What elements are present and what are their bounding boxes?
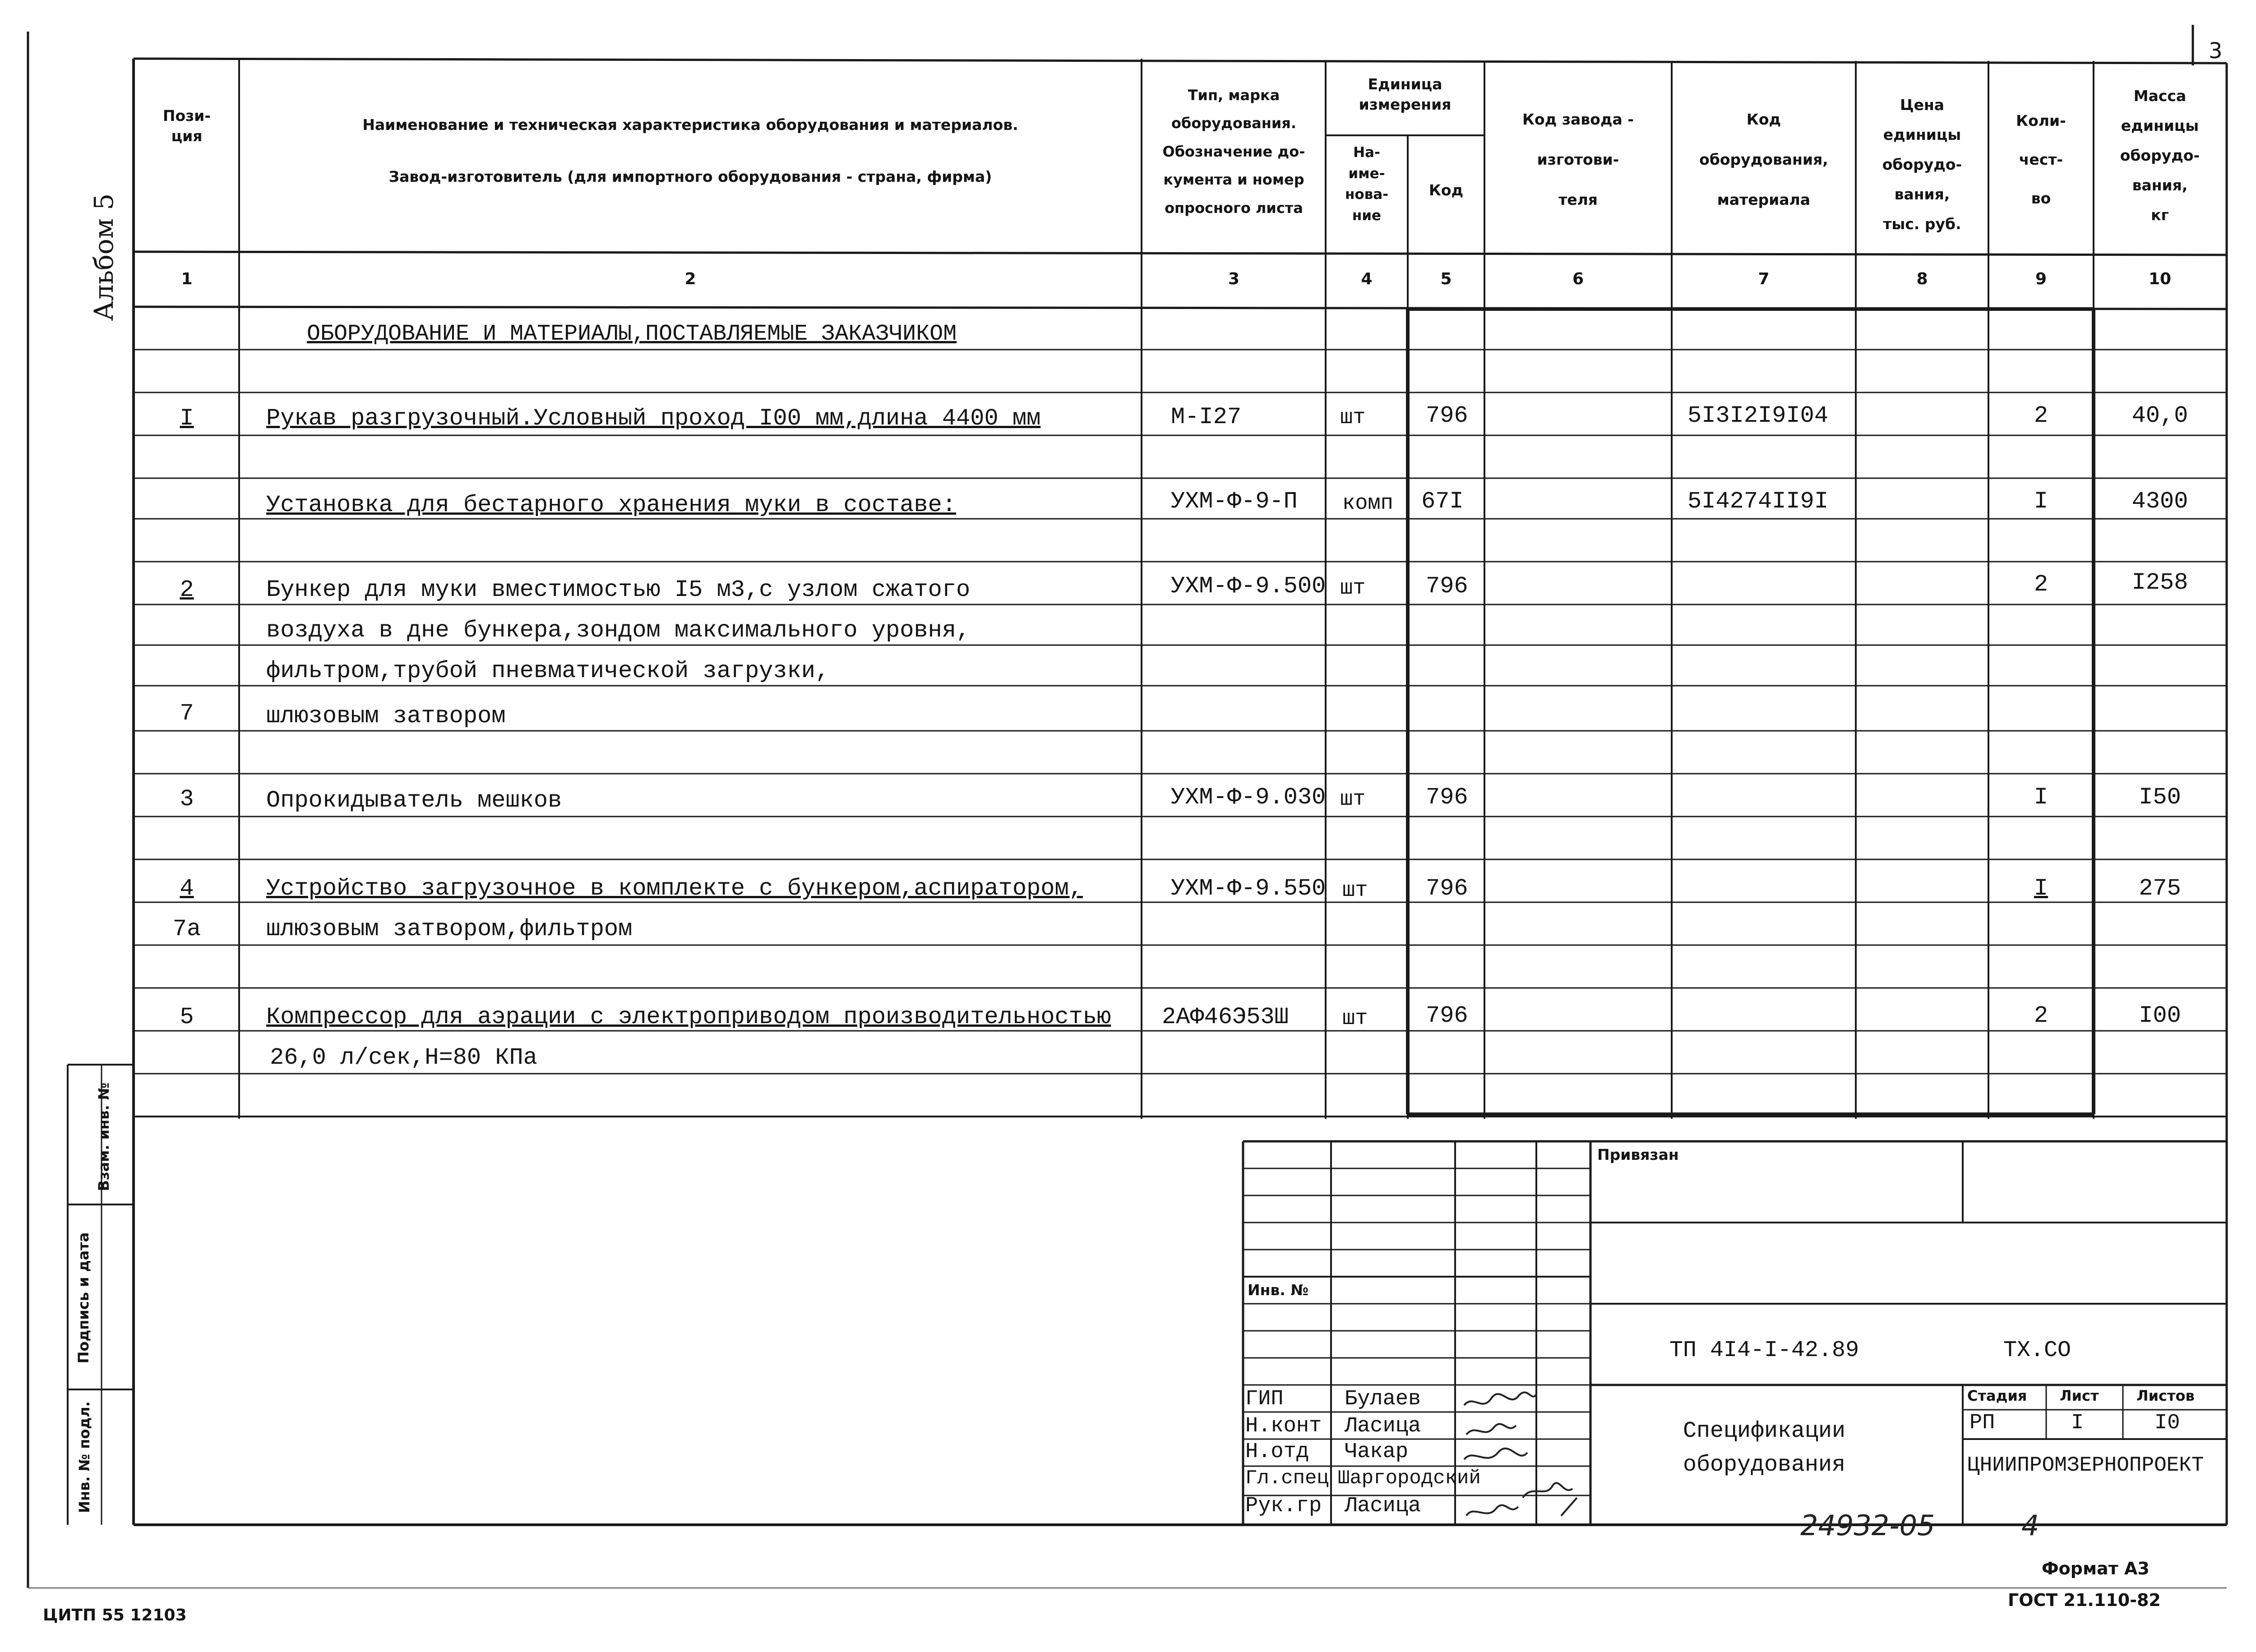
row-3-qty: 2: [2034, 571, 2048, 598]
row-7-qty: I: [2034, 784, 2048, 811]
print-code: ЦИТП 55 12103: [43, 1606, 187, 1624]
header-price: Цена единицы оборудо- вания, тыс. руб.: [1882, 96, 1962, 233]
signer-2-role: Н.конт: [1245, 1414, 1322, 1438]
row-7-unit: шт: [1340, 788, 1366, 812]
signatures-image: [1455, 1385, 1590, 1525]
row-6-name: шлюзовым затвором: [266, 703, 506, 729]
signer-1-name: Булаев: [1345, 1387, 1421, 1411]
row-8-code: 796: [1426, 875, 1468, 902]
row-8-qty: I: [2034, 875, 2048, 902]
row-3-unit: шт: [1340, 577, 1366, 600]
signer-5-role: Рук.гр: [1245, 1494, 1322, 1518]
row-2-unit: комп: [1342, 492, 1393, 516]
row-3-pos: 2: [180, 577, 194, 603]
row-10-mass: I00: [2139, 1002, 2181, 1029]
title-sheets: I0: [2154, 1411, 2180, 1435]
row-8-type: УХМ-Ф-9.550: [1171, 875, 1326, 902]
col-number-3: 3: [1228, 270, 1240, 288]
row-2-mass: 4300: [2131, 488, 2188, 515]
row-11-name: 26,0 л/сек,Н=80 КПа: [270, 1044, 537, 1071]
row-10-qty: 2: [2034, 1002, 2048, 1029]
col-number-9: 9: [2035, 270, 2047, 288]
signer-3-name: Чакар: [1345, 1440, 1409, 1464]
row-9-pos: 7а: [172, 916, 201, 942]
row-2-type: УХМ-Ф-9-П: [1171, 488, 1298, 515]
row-3-mass: I258: [2131, 569, 2188, 596]
row-3-type: УХМ-Ф-9.500: [1171, 573, 1326, 600]
row-7-code: 796: [1426, 784, 1468, 811]
row-7-type: УХМ-Ф-9.030: [1171, 784, 1326, 811]
row-2-qty: I: [2034, 488, 2048, 515]
row-1-pos: I: [180, 405, 194, 432]
row-10-pos: 5: [180, 1004, 194, 1030]
handwritten-page: 4: [2021, 1509, 2039, 1542]
col-number-2: 2: [684, 270, 696, 288]
row-10-unit: шт: [1342, 1007, 1368, 1031]
row-1-mass: 40,0: [2131, 402, 2188, 429]
col-number-10: 10: [2148, 270, 2172, 288]
header-equip-code: Код оборудования, материала: [1699, 111, 1828, 209]
col-number-8: 8: [1916, 270, 1928, 288]
header-unit: Единица измерения: [1359, 75, 1452, 113]
side-stamp-vzam: Взам. инв. №: [95, 1082, 112, 1191]
handwritten-number: 24932-05: [1800, 1509, 1935, 1542]
col-number-5: 5: [1440, 270, 1452, 288]
sheet-number: 3: [2209, 38, 2223, 64]
header-type: Тип, марка оборудования. Обозначение до- кумента и номер опросного листа: [1162, 87, 1305, 217]
row-4-name: воздуха в дне бункера,зондом максимального уровня,: [266, 617, 971, 644]
row-1-equip: 5I3I2I9I04: [1687, 402, 1829, 429]
row-2-equip: 5I4274II9I: [1687, 488, 1829, 515]
title-sheet-label: Лист: [2060, 1387, 2099, 1404]
row-6-pos: 7: [180, 700, 194, 727]
header-unit-name: На- име- нова- ние: [1345, 144, 1389, 224]
row-2-name: Установка для бестарного хранения муки в составе:: [266, 492, 957, 518]
title-sheet: I: [2071, 1411, 2084, 1435]
col-number-1: 1: [181, 270, 193, 288]
title-stage-label: Стадия: [1967, 1387, 2027, 1404]
signer-5-name: Ласица: [1345, 1494, 1421, 1518]
signer-1-role: ГИП: [1245, 1387, 1284, 1411]
title-privyazan: Привязан: [1597, 1146, 1679, 1163]
col-number-4: 4: [1361, 270, 1373, 288]
row-10-name: Компрессор для аэрации с электроприводом производительностью: [266, 1004, 1111, 1030]
header-name-line1: Наименование и техническая характеристика оборудования и материалов.: [362, 116, 1018, 134]
side-stamp-inv: Инв. № подл.: [76, 1401, 93, 1513]
signer-3-role: Н.отд: [1245, 1440, 1309, 1464]
row-1-unit: шт: [1340, 406, 1366, 430]
title-stage: РП: [1969, 1411, 1995, 1435]
col-number-7: 7: [1758, 270, 1770, 288]
format-label: Формат А3: [2042, 1559, 2150, 1578]
header-name-line2: Завод-изготовитель (для импортного оборудования - страна, фирма): [388, 168, 992, 185]
row-3-code: 796: [1426, 573, 1468, 600]
header-unit-code: Код: [1428, 181, 1464, 199]
row-7-pos: 3: [180, 786, 194, 812]
row-8-mass: 275: [2139, 875, 2181, 902]
title-org: ЦНИИПРОМЗЕРНОПРОЕКТ: [1967, 1454, 2204, 1477]
signer-4-name: Шаргородский: [1338, 1467, 1481, 1490]
title-doc-code: ТП 4I4-I-42.89: [1669, 1338, 1859, 1363]
row-10-type: 2АФ46Э53Ш: [1162, 1004, 1289, 1030]
row-1-type: М-I27: [1171, 404, 1242, 430]
header-mass: Масса единицы оборудо- вания, кг: [2120, 87, 2200, 224]
title-inv-no: Инв. №: [1248, 1281, 1309, 1299]
album-label: Альбом 5: [88, 193, 119, 321]
gost-label: ГОСТ 21.110-82: [2008, 1590, 2161, 1610]
row-1-qty: 2: [2034, 402, 2048, 429]
row-3-name: Бункер для муки вместимостью I5 м3,с узлом сжатого: [266, 577, 971, 603]
row-5-name: фильтром,трубой пневматической загрузки,: [266, 658, 830, 684]
signer-4-role: Гл.спец: [1245, 1467, 1329, 1490]
row-7-name: Опрокидыватель мешков: [266, 787, 562, 814]
header-factory-code: Код завода - изготови- теля: [1522, 111, 1634, 209]
row-2-code: 67I: [1421, 488, 1464, 515]
title-doc-mark: ТХ.СО: [2003, 1338, 2071, 1363]
row-9-name: шлюзовым затвором,фильтром: [266, 916, 633, 942]
row-1-code: 796: [1426, 402, 1468, 429]
row-7-mass: I50: [2139, 784, 2181, 811]
title-doc-name: Спецификации оборудования: [1683, 1418, 1846, 1478]
row-1-name: Рукав разгрузочный.Условный проход I00 мм,длина 4400 мм: [266, 405, 1041, 432]
row-8-pos: 4: [180, 875, 194, 902]
signer-2-name: Ласица: [1345, 1414, 1421, 1438]
row-10-code: 796: [1426, 1002, 1468, 1029]
row-8-unit: шт: [1342, 879, 1368, 903]
header-pos: Пози- ция: [162, 107, 211, 145]
row-8-name: Устройство загрузочное в комплекте с бункером,аспиратором,: [266, 875, 1083, 902]
title-sheets-label: Листов: [2136, 1387, 2195, 1404]
side-stamp-podpis: Подпись и дата: [75, 1232, 92, 1364]
col-number-6: 6: [1572, 270, 1584, 288]
header-qty: Коли- чест- во: [2016, 112, 2066, 207]
section-title: ОБОРУДОВАНИЕ И МАТЕРИАЛЫ,ПОСТАВЛЯЕМЫЕ ЗАКАЗЧИКОМ: [307, 321, 957, 347]
